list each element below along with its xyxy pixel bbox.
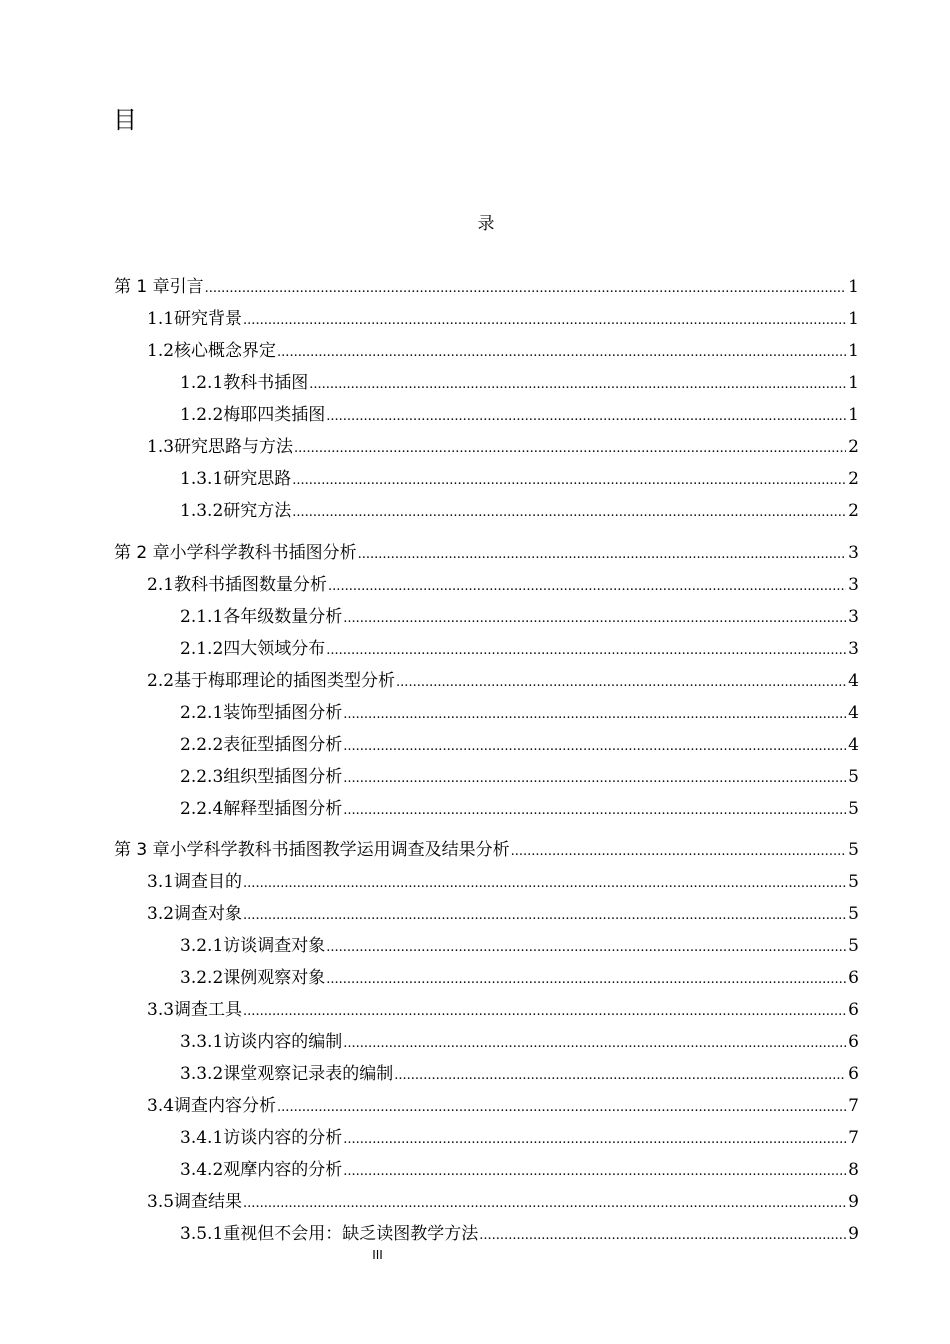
toc-entry-page: 3 <box>848 575 859 595</box>
toc-entry-label: 核心概念界定 <box>174 341 277 361</box>
toc-subsection-3-2-1[interactable] <box>180 931 859 955</box>
toc-entry-number: 3.2 <box>147 904 175 924</box>
toc-subsection-1-2-1[interactable] <box>180 368 859 392</box>
toc-entry-label: 教科书插图数量分析 <box>174 575 328 595</box>
toc-dot-leader <box>343 771 846 786</box>
toc-section-3-3[interactable] <box>147 995 859 1019</box>
toc-section-3-4[interactable] <box>147 1091 859 1115</box>
toc-entry-number: 2.1 <box>147 575 175 595</box>
toc-entry-page: 7 <box>848 1096 859 1116</box>
toc-entry-number: 1.2 <box>147 341 175 361</box>
toc-entry-page: 2 <box>848 501 859 521</box>
toc-entry-page: 3 <box>848 607 859 627</box>
toc-dot-leader <box>326 940 846 955</box>
toc-entry-label: 基于梅耶理论的插图类型分析 <box>174 671 396 691</box>
toc-entry-label: 调查结果 <box>174 1192 243 1212</box>
toc-dot-leader <box>343 707 846 722</box>
toc-subsection-2-1-1[interactable] <box>180 602 859 626</box>
toc-section-2-1[interactable] <box>147 570 859 594</box>
toc-section-1-2[interactable] <box>147 336 859 360</box>
toc-entry-number: 2.2.2 <box>180 735 224 755</box>
toc-entry-page: 7 <box>848 1128 859 1148</box>
toc-entry-number: 3.3.1 <box>180 1032 224 1052</box>
toc-entry-page: 4 <box>848 703 859 723</box>
toc-dot-leader <box>328 579 846 594</box>
toc-entry-label: 访谈调查对象 <box>223 936 326 956</box>
toc-entry-page: 4 <box>848 735 859 755</box>
toc-entry-page: 9 <box>848 1192 859 1212</box>
toc-dot-leader <box>343 803 846 818</box>
toc-entry-label: 解释型插图分析 <box>223 799 343 819</box>
toc-entry-label: 研究方法 <box>223 501 292 521</box>
toc-entry-label: 研究背景 <box>174 309 243 329</box>
toc-entry-number: 2.2 <box>147 671 175 691</box>
toc-entry-page: 1 <box>848 373 859 393</box>
toc-dot-leader <box>396 675 846 690</box>
toc-entry-page: 6 <box>848 1032 859 1052</box>
toc-entry-label: 组织型插图分析 <box>223 767 343 787</box>
toc-dot-leader <box>343 739 846 754</box>
toc-dot-leader <box>277 1100 846 1115</box>
toc-dot-leader <box>343 611 846 626</box>
toc-entry-number: 3.3.2 <box>180 1064 224 1084</box>
toc-entry-page: 1 <box>848 277 859 297</box>
toc-entry-label: 研究思路 <box>223 469 292 489</box>
toc-subsection-3-2-2[interactable] <box>180 963 859 987</box>
toc-subsection-1-3-1[interactable] <box>180 464 859 488</box>
toc-entry-number: 1.2.2 <box>180 405 224 425</box>
toc-entry-label: 调查内容分析 <box>174 1096 277 1116</box>
toc-title-second-char: 录 <box>477 214 495 234</box>
toc-entry-number: 3.4.2 <box>180 1160 224 1180</box>
toc-entry-label: 研究思路与方法 <box>174 437 294 457</box>
toc-entry-page: 5 <box>848 767 859 787</box>
toc-subsection-1-3-2[interactable] <box>180 496 859 520</box>
toc-entry-number: 第 1 章 <box>114 277 170 297</box>
toc-dot-leader <box>205 281 847 296</box>
toc-entry-page: 3 <box>848 639 859 659</box>
toc-entry-label: 调查目的 <box>174 872 243 892</box>
toc-entry-number: 3.5 <box>147 1192 175 1212</box>
toc-entry-page: 1 <box>848 309 859 329</box>
toc-entry-label: 教科书插图 <box>223 373 309 393</box>
toc-title-first-char: 目 <box>113 106 137 134</box>
toc-entry-label: 小学科学教科书插图分析 <box>169 543 357 563</box>
toc-entry-page: 8 <box>848 1160 859 1180</box>
toc-subsection-3-4-2[interactable] <box>180 1155 859 1179</box>
toc-entry-label: 课堂观察记录表的编制 <box>223 1064 394 1084</box>
toc-entry-page: 6 <box>848 1000 859 1020</box>
toc-dot-leader <box>294 441 846 456</box>
toc-entry-number: 1.3 <box>147 437 175 457</box>
toc-entry-number: 3.5.1 <box>180 1224 224 1244</box>
toc-dot-leader <box>343 1036 846 1051</box>
toc-entry-number: 第 3 章 <box>114 840 170 860</box>
toc-chapter-3[interactable] <box>114 835 859 859</box>
toc-dot-leader <box>243 1004 846 1019</box>
toc-entry-label: 课例观察对象 <box>223 968 326 988</box>
toc-dot-leader <box>243 876 846 891</box>
toc-entry-label: 调查对象 <box>174 904 243 924</box>
toc-dot-leader <box>277 345 846 360</box>
toc-section-3-2[interactable] <box>147 899 859 923</box>
toc-entry-label: 各年级数量分析 <box>223 607 343 627</box>
toc-entry-number: 3.1 <box>147 872 175 892</box>
toc-subsection-3-4-1[interactable] <box>180 1123 859 1147</box>
toc-subsection-1-2-2[interactable] <box>180 400 859 424</box>
toc-entry-label: 访谈内容的编制 <box>223 1032 343 1052</box>
toc-entry-label: 梅耶四类插图 <box>223 405 326 425</box>
toc-dot-leader <box>343 1164 846 1179</box>
toc-chapter-2[interactable] <box>114 538 859 562</box>
toc-entry-page: 2 <box>848 437 859 457</box>
toc-entry-label: 访谈内容的分析 <box>223 1128 343 1148</box>
toc-dot-leader <box>243 908 846 923</box>
toc-entry-label: 小学科学教科书插图教学运用调查及结果分析 <box>169 840 510 860</box>
toc-section-1-1[interactable] <box>147 304 859 328</box>
toc-entry-label: 观摩内容的分析 <box>223 1160 343 1180</box>
toc-entry-number: 1.3.1 <box>180 469 224 489</box>
toc-chapter-1[interactable] <box>114 272 859 296</box>
toc-entry-page: 5 <box>848 936 859 956</box>
toc-entry-page: 5 <box>848 799 859 819</box>
toc-dot-leader <box>326 409 846 424</box>
toc-dot-leader <box>292 473 846 488</box>
toc-entry-page: 5 <box>848 872 859 892</box>
toc-dot-leader <box>358 547 847 562</box>
toc-dot-leader <box>292 505 846 520</box>
toc-subsection-2-2-1[interactable] <box>180 698 859 722</box>
toc-dot-leader <box>309 377 846 392</box>
toc-entry-page: 6 <box>848 1064 859 1084</box>
toc-subsection-2-2-3[interactable] <box>180 762 859 786</box>
toc-entry-number: 2.2.1 <box>180 703 224 723</box>
toc-section-3-1[interactable] <box>147 867 859 891</box>
toc-entry-page: 1 <box>848 405 859 425</box>
toc-entry-page: 4 <box>848 671 859 691</box>
toc-section-1-3[interactable] <box>147 432 859 456</box>
toc-subsection-2-1-2[interactable] <box>180 634 859 658</box>
toc-entry-number: 3.2.1 <box>180 936 224 956</box>
toc-entry-number: 2.1.2 <box>180 639 224 659</box>
toc-entry-page: 6 <box>848 968 859 988</box>
toc-entry-label: 表征型插图分析 <box>223 735 343 755</box>
toc-entry-page: 2 <box>848 469 859 489</box>
toc-dot-leader <box>511 844 847 859</box>
toc-entry-number: 3.4.1 <box>180 1128 224 1148</box>
toc-dot-leader <box>479 1228 846 1243</box>
toc-dot-leader <box>394 1068 846 1083</box>
toc-entry-number: 2.2.3 <box>180 767 224 787</box>
toc-entry-number: 3.2.2 <box>180 968 224 988</box>
toc-entry-number: 2.2.4 <box>180 799 224 819</box>
toc-entry-number: 2.1.1 <box>180 607 224 627</box>
footer-page-number: III <box>372 1248 383 1262</box>
toc-entry-number: 1.1 <box>147 309 175 329</box>
toc-subsection-3-5-1[interactable] <box>180 1219 859 1243</box>
toc-entry-label: 装饰型插图分析 <box>223 703 343 723</box>
toc-entry-number: 3.4 <box>147 1096 175 1116</box>
toc-entry-number: 第 2 章 <box>114 543 170 563</box>
toc-entry-number: 3.3 <box>147 1000 175 1020</box>
toc-subsection-3-3-1[interactable] <box>180 1027 859 1051</box>
toc-entry-number: 1.2.1 <box>180 373 224 393</box>
toc-entry-page: 5 <box>848 840 859 860</box>
toc-entry-label: 四大领域分布 <box>223 639 326 659</box>
toc-entry-label: 调查工具 <box>174 1000 243 1020</box>
toc-entry-page: 3 <box>848 543 859 563</box>
toc-subsection-2-2-2[interactable] <box>180 730 859 754</box>
toc-entry-page: 1 <box>848 341 859 361</box>
toc-entry-page: 5 <box>848 904 859 924</box>
toc-entry-label: 重视但不会用：缺乏读图教学方法 <box>223 1224 479 1244</box>
toc-dot-leader <box>243 313 846 328</box>
toc-dot-leader <box>243 1196 846 1211</box>
toc-entry-label: 引言 <box>169 277 204 297</box>
toc-dot-leader <box>326 643 846 658</box>
toc-subsection-2-2-4[interactable] <box>180 794 859 818</box>
toc-subsection-3-3-2[interactable] <box>180 1059 859 1083</box>
toc-section-3-5[interactable] <box>147 1187 859 1211</box>
toc-section-2-2[interactable] <box>147 666 859 690</box>
toc-entry-number: 1.3.2 <box>180 501 224 521</box>
toc-dot-leader <box>326 972 846 987</box>
toc-dot-leader <box>343 1132 846 1147</box>
toc-entry-page: 9 <box>848 1224 859 1244</box>
